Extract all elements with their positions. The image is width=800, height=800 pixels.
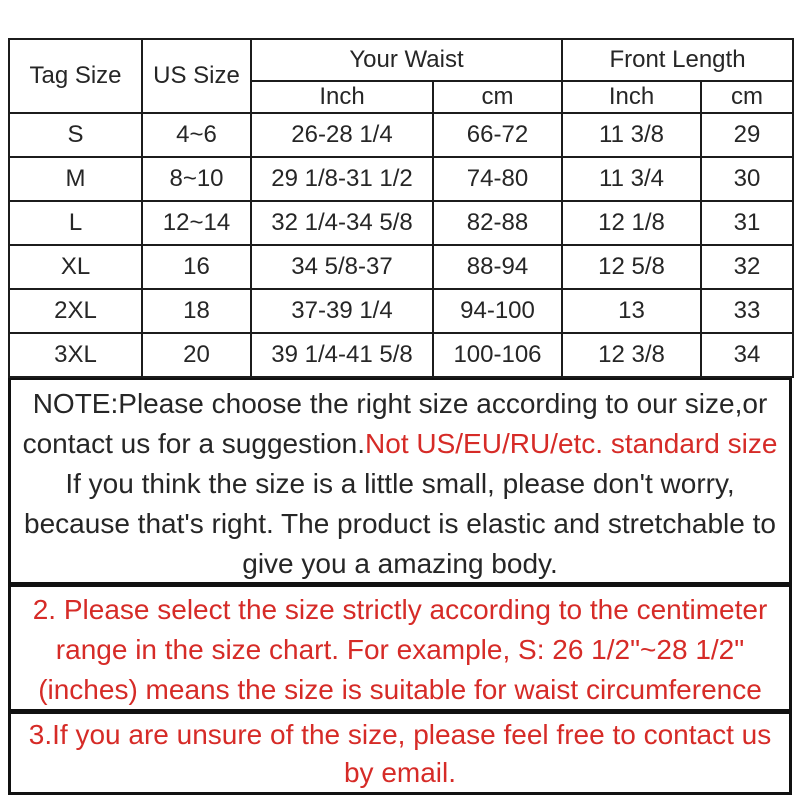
- cell-front-inch: 13: [562, 289, 701, 333]
- cell-front-cm: 30: [701, 157, 793, 201]
- cell-front-cm: 29: [701, 113, 793, 157]
- cell-waist-inch: 29 1/8-31 1/2: [251, 157, 433, 201]
- note-general: [8, 378, 792, 585]
- cell-front-cm: 34: [701, 333, 793, 377]
- header-your-waist: Your Waist: [251, 39, 562, 81]
- note-line: If you think the size is a little small, please don't worry,: [65, 468, 735, 499]
- cell-waist-inch: 32 1/4-34 5/8: [251, 201, 433, 245]
- cell-us: 16: [142, 245, 251, 289]
- cell-waist-cm: 94-100: [433, 289, 562, 333]
- cell-tag: 2XL: [9, 289, 142, 333]
- cell-waist-cm: 82-88: [433, 201, 562, 245]
- cell-front-inch: 11 3/4: [562, 157, 701, 201]
- table-row-3xl: [9, 333, 793, 377]
- cell-us: 4~6: [142, 113, 251, 157]
- table-row-2xl: [9, 289, 793, 333]
- note-line: NOTE:Please choose the right size according to our size,or: [32, 388, 768, 419]
- note-line: 2. Please select the size strictly according to the centimeter: [32, 594, 768, 625]
- note-line: by email.: [343, 757, 457, 788]
- cell-us: 12~14: [142, 201, 251, 245]
- cell-front-inch: 12 1/8: [562, 201, 701, 245]
- table-row-xl: [9, 245, 793, 289]
- header-us-size: US Size: [142, 39, 251, 113]
- cell-waist-cm: 88-94: [433, 245, 562, 289]
- cell-us: 20: [142, 333, 251, 377]
- note-line: [17, 424, 783, 464]
- cell-waist-cm: 100-106: [433, 333, 562, 377]
- table-row-l: [9, 201, 793, 245]
- cell-waist-inch: 37-39 1/4: [251, 289, 433, 333]
- size-chart-table: [8, 38, 794, 378]
- cell-tag: 3XL: [9, 333, 142, 377]
- note-contact-email: [8, 712, 792, 795]
- header-front-length: Front Length: [562, 39, 793, 81]
- cell-waist-cm: 66-72: [433, 113, 562, 157]
- cell-waist-inch: 34 5/8-37: [251, 245, 433, 289]
- cell-waist-inch: 39 1/4-41 5/8: [251, 333, 433, 377]
- table-row-m: [9, 157, 793, 201]
- cell-waist-inch: 26-28 1/4: [251, 113, 433, 157]
- header-tag-size: Tag Size: [9, 39, 142, 113]
- header-front-cm: cm: [701, 81, 793, 113]
- cell-front-inch: 12 5/8: [562, 245, 701, 289]
- cell-waist-cm: 74-80: [433, 157, 562, 201]
- note-centimeter-advice: [8, 585, 792, 712]
- cell-tag: S: [9, 113, 142, 157]
- cell-tag: XL: [9, 245, 142, 289]
- note-line: range in the size chart. For example, S: 26 1/2"~28 1/2": [55, 634, 745, 665]
- note-line: 3.If you are unsure of the size, please feel free to contact us: [28, 719, 772, 750]
- note-line: give you a amazing body.: [242, 548, 558, 579]
- cell-us: 8~10: [142, 157, 251, 201]
- cell-front-cm: 32: [701, 245, 793, 289]
- cell-us: 18: [142, 289, 251, 333]
- cell-front-cm: 33: [701, 289, 793, 333]
- cell-front-inch: 12 3/8: [562, 333, 701, 377]
- header-waist-cm: cm: [433, 81, 562, 113]
- header-front-inch: Inch: [562, 81, 701, 113]
- note-line-black-part: contact us for a suggestion.: [22, 428, 366, 459]
- size-chart-page: [8, 0, 792, 795]
- note-line: because that's right. The product is elastic and stretchable to: [24, 508, 776, 539]
- cell-tag: M: [9, 157, 142, 201]
- cell-front-inch: 11 3/8: [562, 113, 701, 157]
- note-line-red-part: Not US/EU/RU/etc. standard size: [365, 428, 778, 459]
- table-row-s: [9, 113, 793, 157]
- header-waist-inch: Inch: [251, 81, 433, 113]
- cell-front-cm: 31: [701, 201, 793, 245]
- note-line: (inches) means the size is suitable for waist circumference: [38, 674, 762, 705]
- cell-tag: L: [9, 201, 142, 245]
